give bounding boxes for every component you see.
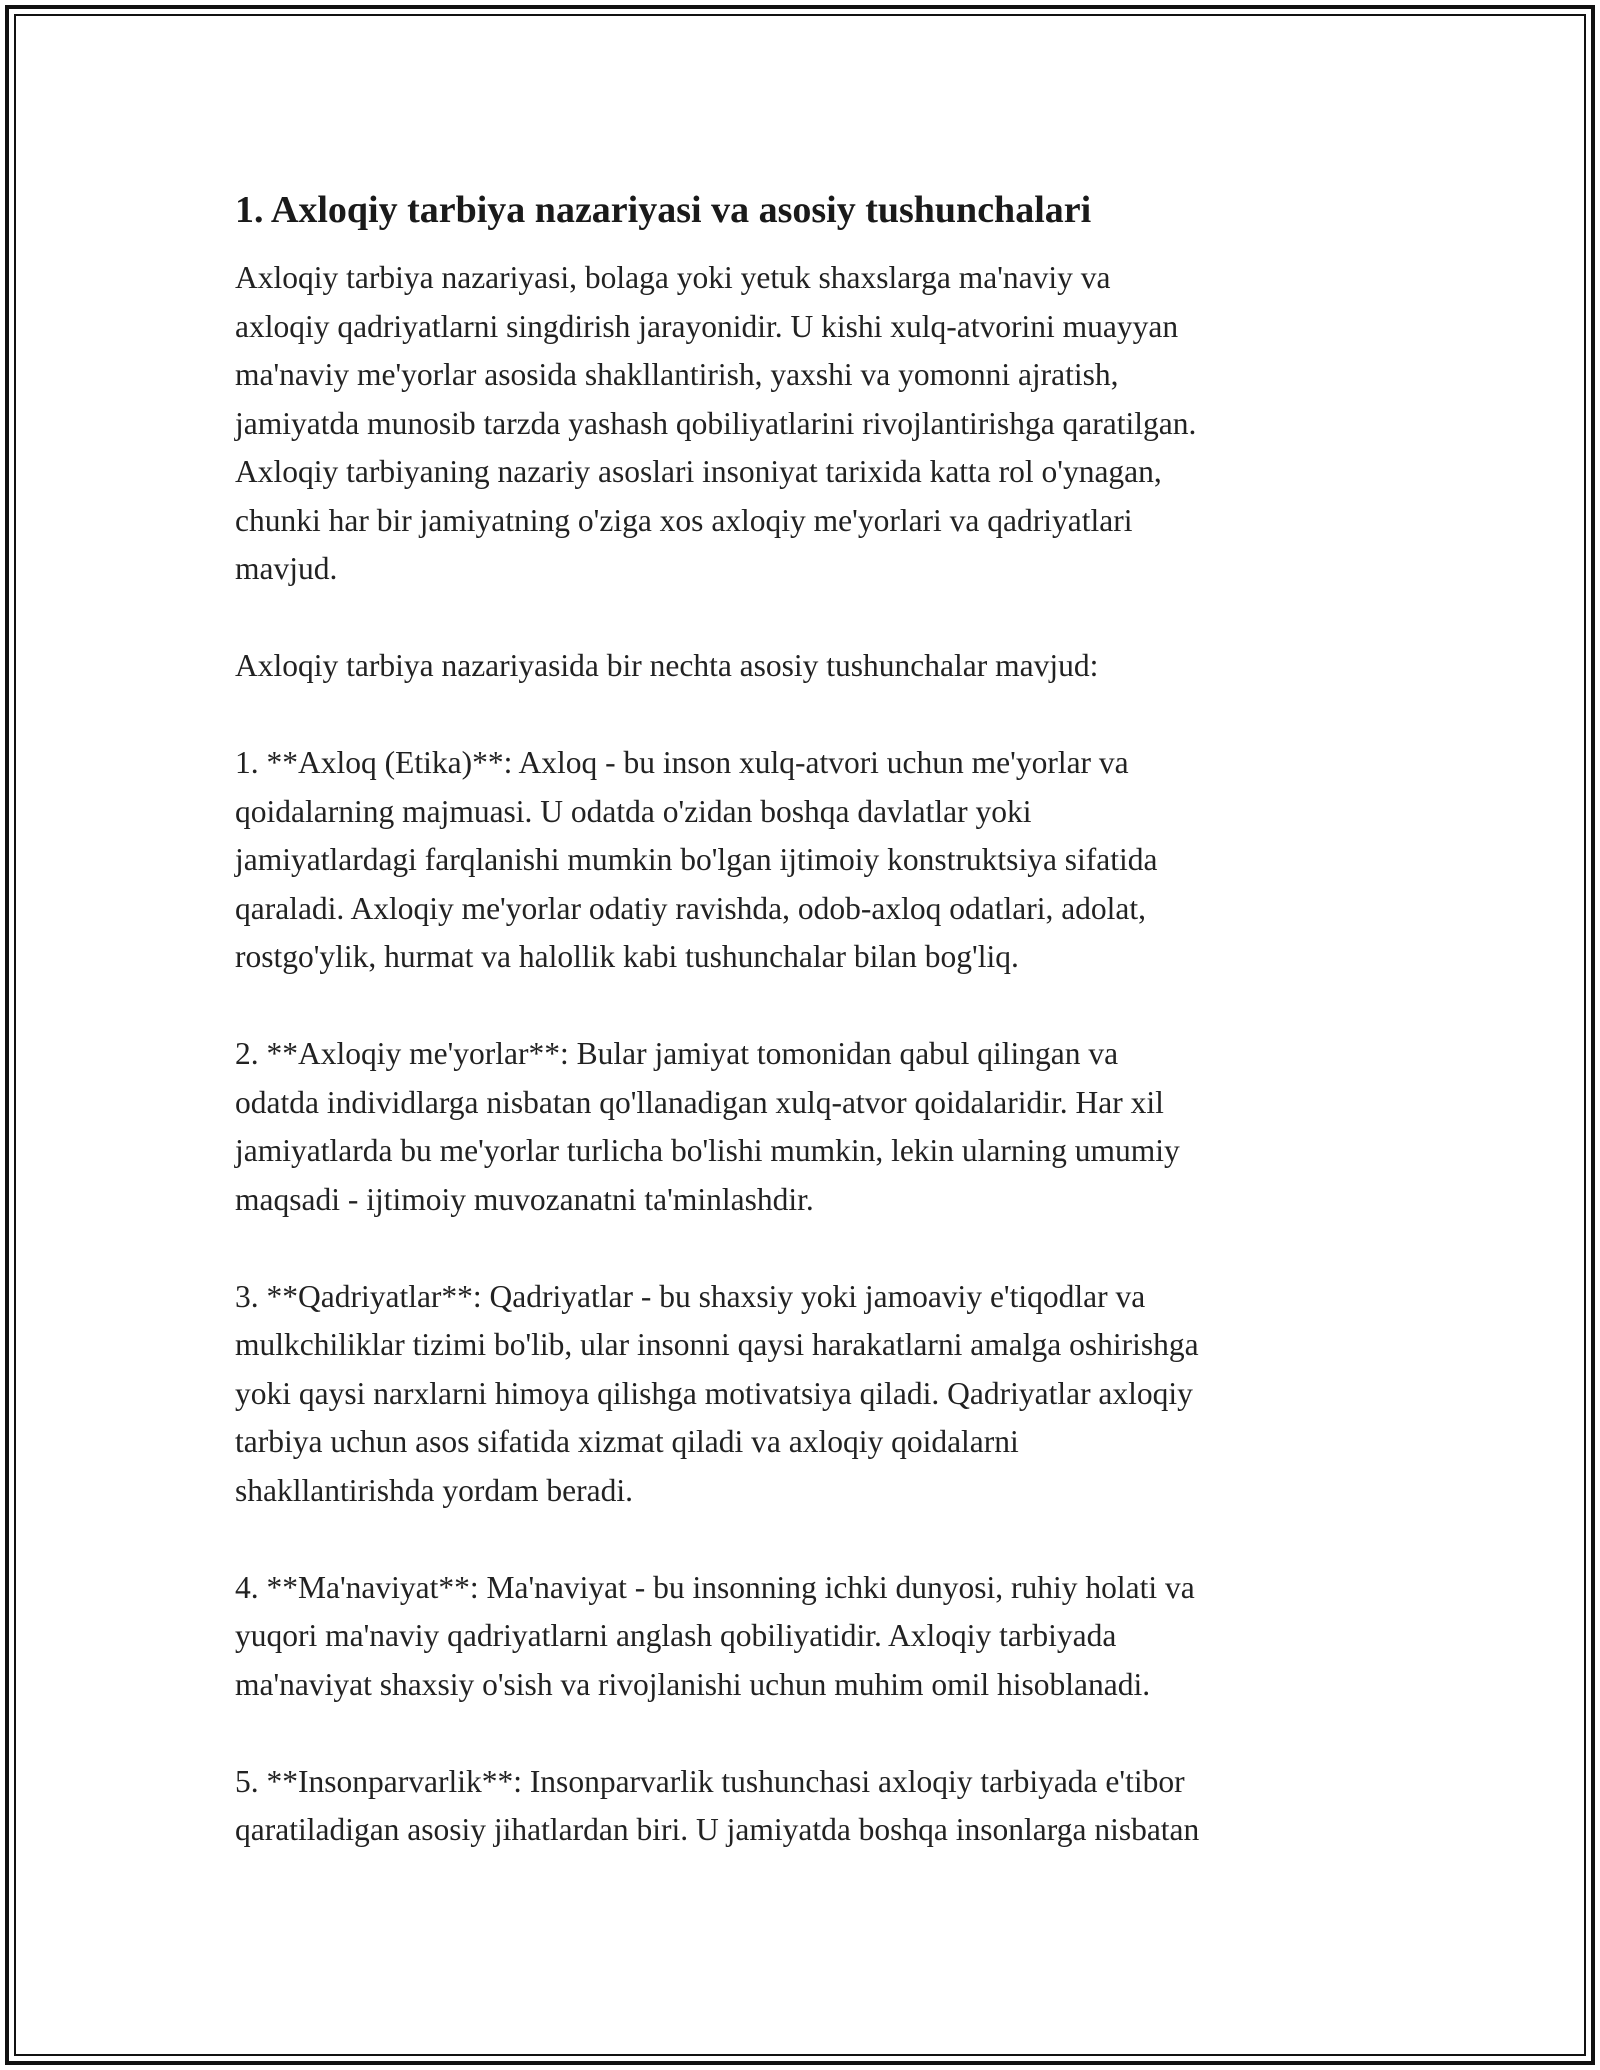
paragraph [235, 642, 1385, 691]
text-line: odatda individlarga nisbatan qo'llanadigan xulq-atvor qoidalaridir. Har xil [235, 1084, 1164, 1120]
text-line: shakllantirishda yordam beradi. [235, 1472, 634, 1508]
text-line: 2. **Axloqiy me'yorlar**: Bular jamiyat tomonidan qabul qilingan va [235, 1036, 1119, 1071]
text-line: Axloqiy tarbiyaning nazariy asoslari insoniyat tarixida katta rol o'ynagan, [235, 454, 1162, 489]
section-heading: 1. Axloqiy tarbiya nazariyasi va asosiy tushunchalari [235, 189, 1092, 231]
text-line: tarbiya uchun asos sifatida xizmat qiladi va axloqiy qoidalarni [235, 1424, 1019, 1459]
text-line: chunki har bir jamiyatning o'ziga xos axloqiy me'yorlari va qadriyatlari [235, 502, 1133, 538]
text-line: rostgo'ylik, hurmat va halollik kabi tushunchalar bilan bog'liq. [235, 939, 1019, 974]
text-line: qaratiladigan asosiy jihatlardan biri. U jamiyatda boshqa insonlarga nisbatan [235, 1812, 1200, 1847]
paragraphs-container [235, 254, 1385, 1855]
paragraph [235, 1030, 1385, 1224]
text-line: yoki qaysi narxlarni himoya qilishga motivatsiya qiladi. Qadriyatlar axloqiy [235, 1375, 1193, 1411]
paragraph [235, 1758, 1385, 1855]
paragraph [235, 1273, 1385, 1516]
text-line: axloqiy qadriyatlarni singdirish jarayonidir. U kishi xulq-atvorini muayyan [235, 308, 1179, 344]
text-line: 4. **Ma'naviyat**: Ma'naviyat - bu insonning ichki dunyosi, ruhiy holati va [235, 1569, 1195, 1605]
text-line: 1. **Axloq (Etika)**: Axloq - bu inson xulq-atvori uchun me'yorlar va [235, 745, 1129, 780]
paragraph [235, 254, 1385, 594]
paragraph [235, 1564, 1385, 1710]
text-line: ma'naviyat shaxsiy o'sish va rivojlanishi uchun muhim omil hisoblanadi. [235, 1666, 1151, 1702]
text-line: mavjud. [235, 551, 338, 586]
text-line: qoidalarning majmuasi. U odatda o'zidan boshqa davlatlar yoki [235, 793, 1032, 829]
text-line: jamiyatlarda bu me'yorlar turlicha bo'lishi mumkin, lekin ularning umumiy [235, 1133, 1180, 1168]
text-line: 3. **Qadriyatlar**: Qadriyatlar - bu shaxsiy yoki jamoaviy e'tiqodlar va [235, 1278, 1146, 1314]
text-line: Axloqiy tarbiya nazariyasi, bolaga yoki yetuk shaxslarga ma'naviy va [235, 260, 1111, 295]
text-line: mulkchiliklar tizimi bo'lib, ular insonni qaysi harakatlarni amalga oshirishga [235, 1327, 1199, 1362]
text-line: jamiyatlardagi farqlanishi mumkin bo'lgan ijtimoiy konstruktsiya sifatida [235, 842, 1158, 877]
text-line: maqsadi - ijtimoiy muvozanatni ta'minlashdir. [235, 1181, 814, 1217]
text-line: yuqori ma'naviy qadriyatlarni anglash qobiliyatidir. Axloqiy tarbiyada [235, 1618, 1117, 1653]
paragraph [235, 739, 1385, 982]
document-body [235, 186, 1385, 1903]
text-line: 5. **Insonparvarlik**: Insonparvarlik tushunchasi axloqiy tarbiyada e'tibor [235, 1763, 1185, 1799]
text-line: qaraladi. Axloqiy me'yorlar odatiy ravishda, odob-axloq odatlari, adolat, [235, 890, 1147, 926]
text-line: ma'naviy me'yorlar asosida shakllantirish, yaxshi va yomonni ajratish, [235, 357, 1119, 392]
text-line: jamiyatda munosib tarzda yashash qobiliyatlarini rivojlantirishga qaratilgan. [235, 405, 1197, 441]
text-line: Axloqiy tarbiya nazariyasida bir nechta asosiy tushunchalar mavjud: [235, 648, 1099, 683]
